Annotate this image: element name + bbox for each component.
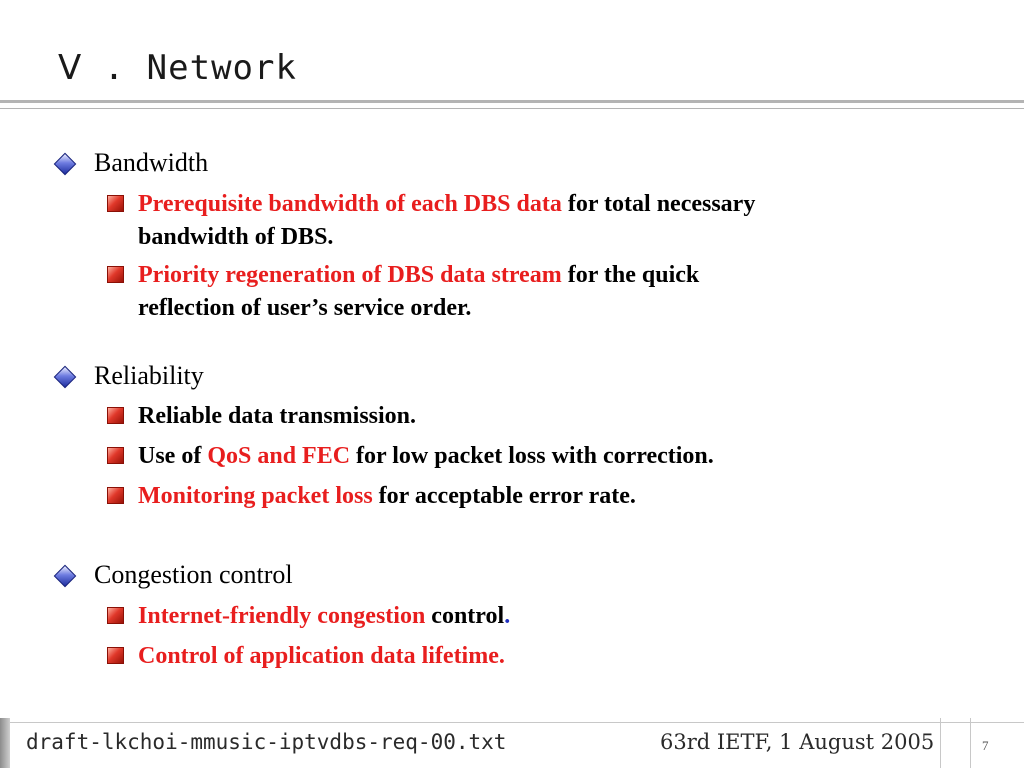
diamond-bullet-icon [55,566,75,586]
item-text: Reliable data transmission. [138,403,417,429]
item-text: control [425,603,505,629]
list-item [138,259,938,325]
square-bullet-icon [108,648,123,663]
list-item [138,640,938,673]
list-item [138,188,938,254]
slide-title: Ⅴ . Network [58,48,297,88]
item-text-continued: reflection of user’s service order. [138,295,472,321]
square-bullet-icon [108,196,123,211]
section-heading-bandwidth: Bandwidth [94,148,209,177]
highlight-text: Priority regeneration of DBS data stream [138,262,562,288]
item-text: for total necessary [561,191,756,217]
highlight-text: Prerequisite bandwidth of each DBS data [138,191,562,217]
highlight-text: Monitoring packet loss [138,483,373,509]
item-text-continued: bandwidth of DBS. [138,224,334,250]
diamond-bullet-icon [55,154,75,174]
highlight-text: Internet-friendly congestion [138,603,426,629]
footer-event-date: 63rd IETF, 1 August 2005 [660,730,935,754]
title-divider-thick [0,100,1024,103]
square-bullet-icon [108,488,123,503]
section-heading-reliability: Reliability [94,361,204,390]
square-bullet-icon [108,448,123,463]
item-text: for acceptable error rate. [372,483,636,509]
item-period: . [504,603,511,629]
highlight-text: Control of application data lifetime. [138,643,505,669]
footer-separator [940,718,941,768]
list-item [138,400,938,433]
item-text: Use of [138,443,208,469]
item-text: for the quick [561,262,700,288]
footer-separator [970,718,971,768]
footer-document-name: draft-lkchoi-mmusic-iptvdbs-req-00.txt [26,730,507,754]
list-item [138,600,938,633]
highlight-text: QoS and FEC [207,443,351,469]
list-item [138,480,938,513]
square-bullet-icon [108,608,123,623]
square-bullet-icon [108,267,123,282]
section-heading-congestion-control: Congestion control [94,560,293,589]
square-bullet-icon [108,408,123,423]
page-number: 7 [982,738,989,753]
footer-accent-bar [0,718,10,768]
footer-divider [10,722,1024,723]
item-text: for low packet loss with correction. [350,443,714,469]
title-divider-thin [0,108,1024,109]
diamond-bullet-icon [55,367,75,387]
list-item [138,440,938,473]
